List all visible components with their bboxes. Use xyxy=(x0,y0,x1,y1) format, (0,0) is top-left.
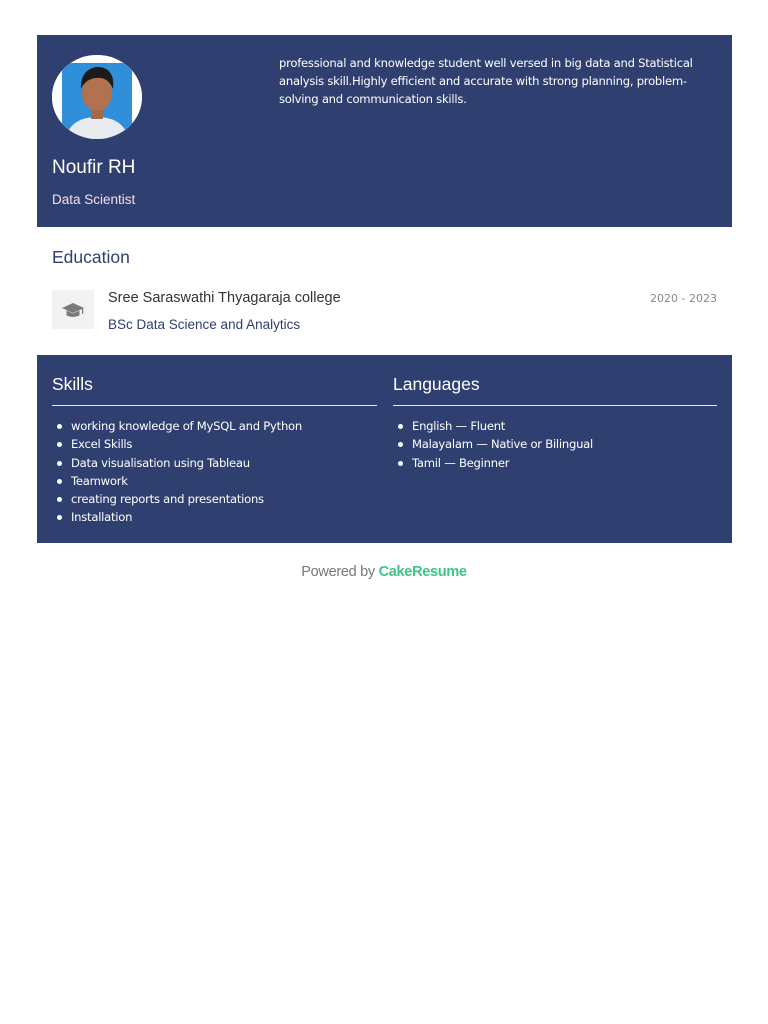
languages-heading: Languages xyxy=(393,355,717,406)
profile-photo xyxy=(52,55,142,139)
skills-heading: Skills xyxy=(52,355,377,406)
skills-list xyxy=(52,417,377,527)
list-item: English — Fluent xyxy=(393,417,717,435)
list-item: Malayalam — Native or Bilingual xyxy=(393,435,717,453)
list-item: Installation xyxy=(52,508,377,526)
list-item: working knowledge of MySQL and Python xyxy=(52,417,377,435)
skills-column xyxy=(52,355,377,527)
list-item: Excel Skills xyxy=(52,435,377,453)
skills-languages-section xyxy=(37,355,732,543)
list-item: Data visualisation using Tableau xyxy=(52,454,377,472)
candidate-name: Noufir RH xyxy=(52,157,136,178)
profile-header xyxy=(37,35,732,227)
graduation-cap-icon xyxy=(52,290,94,329)
education-school: Sree Saraswathi Thyagaraja college xyxy=(108,290,341,306)
education-degree: BSc Data Science and Analytics xyxy=(108,317,301,332)
education-heading: Education xyxy=(52,247,130,267)
cakeresume-logo: CakeResume xyxy=(378,564,467,580)
list-item: creating reports and presentations xyxy=(52,490,377,508)
list-item: Tamil — Beginner xyxy=(393,454,717,472)
education-dates: 2020 - 2023 xyxy=(650,292,717,305)
list-item: Teamwork xyxy=(52,472,377,490)
powered-by-text: Powered by xyxy=(301,564,375,580)
languages-list xyxy=(393,417,717,472)
avatar xyxy=(52,55,142,139)
candidate-role: Data Scientist xyxy=(52,192,136,207)
languages-column xyxy=(393,355,717,472)
profile-summary: professional and knowledge student well versed in big data and Statistical analysis skill.Highly efficient and accurate with strong planning, problem-solving and communication skills. xyxy=(279,56,693,106)
powered-by-link[interactable] xyxy=(0,564,768,580)
